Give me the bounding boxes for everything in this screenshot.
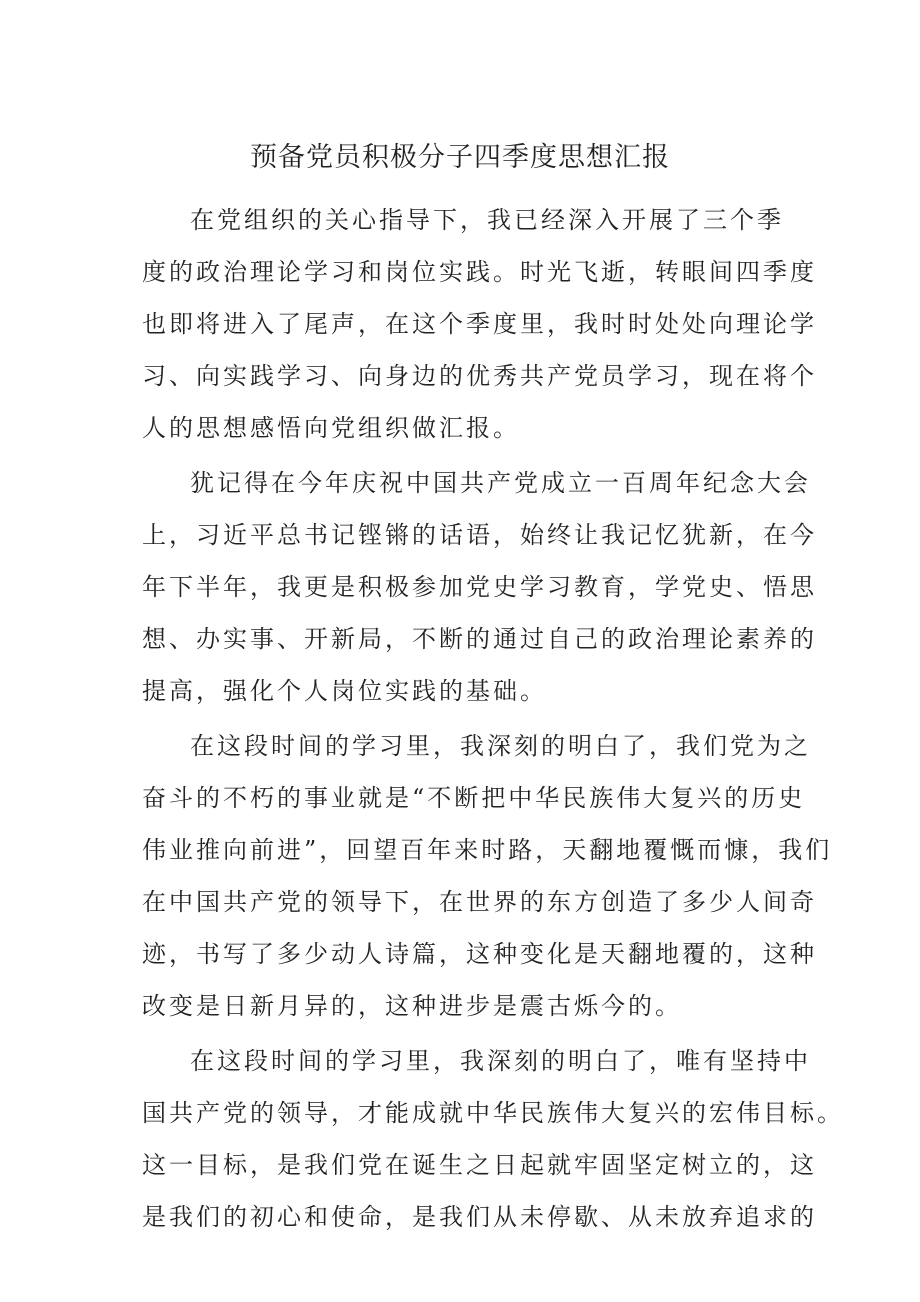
paragraph-4-line-4: 是我们的初心和使命，是我们从未停歇、从未放弃追求的 [142,1203,817,1231]
paragraph-3-line-6: 改变是日新月异的，这种进步是震古烁今的。 [142,992,682,1020]
paragraph-3-line-4: 在中国共产党的领导下，在世界的东方创造了多少人间奇 [142,888,817,916]
paragraph-2-line-1: 犹记得在今年庆祝中国共产党成立一百周年纪念大会 [190,469,811,497]
paragraph-2-line-5: 提高，强化个人岗位实践的基础。 [142,677,547,705]
paragraph-1-line-5: 人的思想感悟向党组织做汇报。 [142,414,520,442]
paragraph-3-line-5: 迹，书写了多少动人诗篇，这种变化是天翻地覆的，这种 [142,940,817,968]
paragraph-2-line-2: 上，习近平总书记铿锵的话语，始终让我记忆犹新，在今 [142,521,817,549]
paragraph-3-line-2: 奋斗的不朽的事业就是“不断把中华民族伟大复兴的历史 [142,784,806,812]
paragraph-1-line-1: 在党组织的关心指导下，我已经深入开展了三个季 [190,206,784,234]
paragraph-2-line-3: 年下半年，我更是积极参加党史学习教育，学党史、悟思 [142,573,817,601]
document-title: 预备党员积极分子四季度思想汇报 [250,142,670,173]
paragraph-4-line-1: 在这段时间的学习里，我深刻的明白了，唯有坚持中 [190,1047,811,1075]
paragraph-1-line-3: 也即将进入了尾声，在这个季度里，我时时处处向理论学 [142,310,817,338]
paragraph-3-line-1: 在这段时间的学习里，我深刻的明白了，我们党为之 [190,732,811,760]
paragraph-4-line-3: 这一目标，是我们党在诞生之日起就牢固坚定树立的，这 [142,1151,817,1179]
paragraph-1-line-2: 度的政治理论学习和岗位实践。时光飞逝，转眼间四季度 [142,258,817,286]
paragraph-2-line-4: 想、办实事、开新局，不断的通过自己的政治理论素养的 [142,625,817,653]
paragraph-3-line-3: 伟业推向前进”，回望百年来时路，天翻地覆慨而慷，我们 [142,836,833,864]
paragraph-1-line-4: 习、向实践学习、向身边的优秀共产党员学习，现在将个 [142,362,817,390]
paragraph-4-line-2: 国共产党的领导，才能成就中华民族伟大复兴的宏伟目标。 [142,1099,844,1127]
